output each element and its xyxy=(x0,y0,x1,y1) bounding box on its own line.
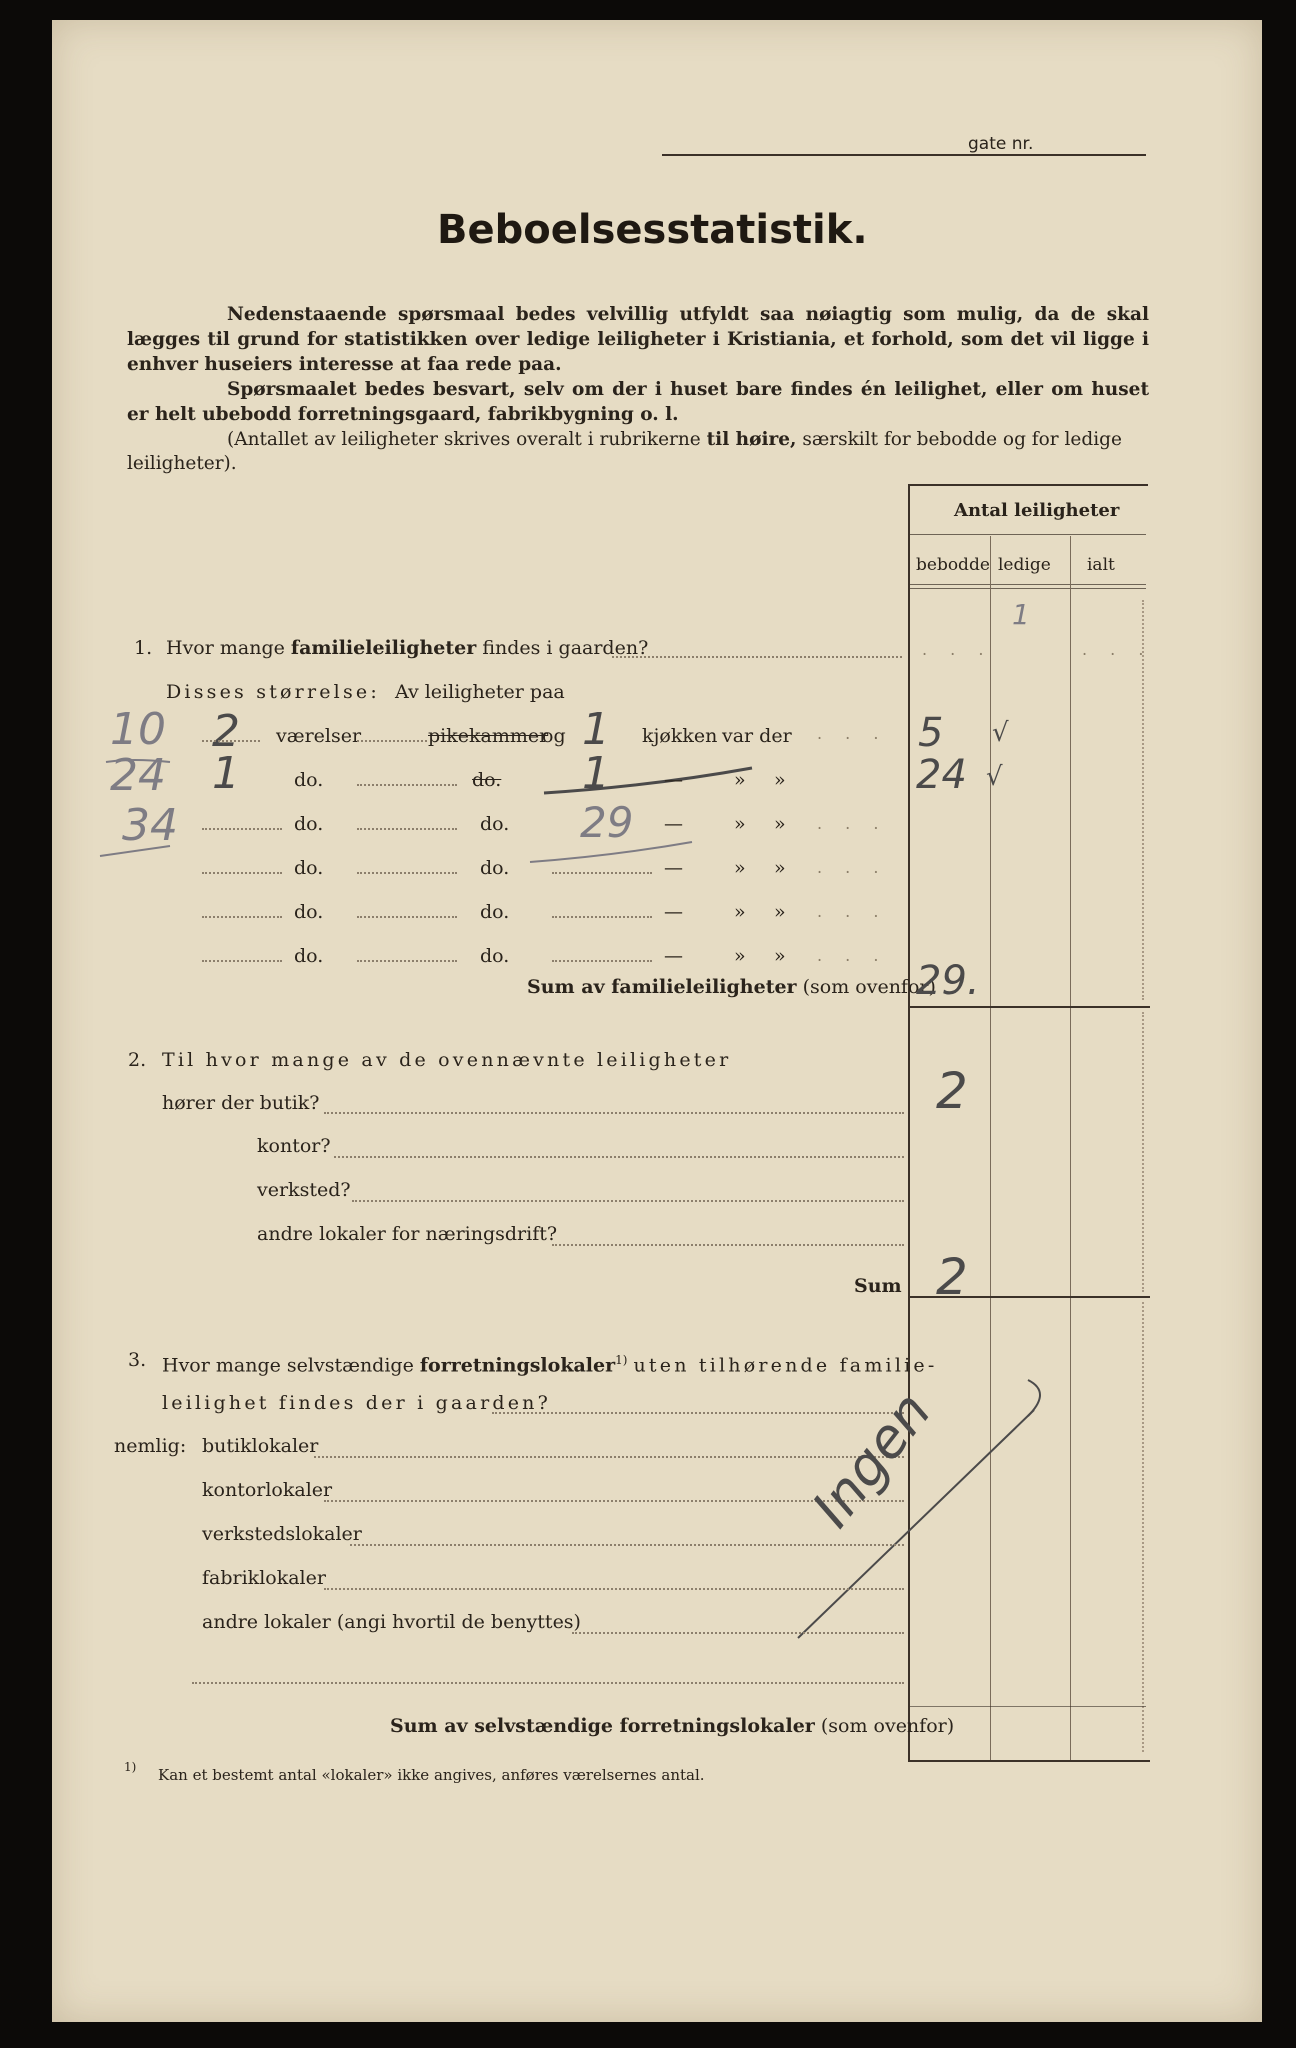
q3-item-3-leader xyxy=(350,1544,904,1546)
q1-row1-rooms: 2 xyxy=(212,706,240,757)
q3-item-4-leader xyxy=(324,1588,904,1590)
q1-row5-quote2: » xyxy=(774,901,786,923)
q2-number: 2. xyxy=(128,1049,147,1071)
q1-row2-dots xyxy=(357,784,457,786)
q1-row2-do: do. xyxy=(294,769,324,791)
q1-row2-bebodde: 24 xyxy=(916,752,967,798)
page-title: Beboelsesstatistik. xyxy=(437,207,868,253)
q1-row6-dash: — xyxy=(664,945,683,967)
q1-row4-do: do. xyxy=(294,857,324,879)
q2-sum-label: Sum xyxy=(854,1275,902,1297)
q1-row5-dash: — xyxy=(664,901,683,923)
q1-row6-do: do. xyxy=(294,945,324,967)
q1-text-a: Hvor mange xyxy=(166,637,285,659)
q3-item-verkstedslokaler: verkstedslokaler xyxy=(202,1523,362,1545)
q1-row5-quote1: » xyxy=(734,901,746,923)
q1-row5-dots xyxy=(357,916,457,918)
q1-row6-quote2: » xyxy=(774,945,786,967)
table-title: Antal leiligheter xyxy=(954,500,1120,521)
q1-sum-label-a: Sum av familieleiligheter xyxy=(527,976,797,998)
q1-row1-bebodde: 5 xyxy=(918,710,944,756)
q1-row2-quote1: » xyxy=(734,769,746,791)
q1-sizes-label: Disses størrelse: xyxy=(166,681,380,703)
q3-item-andre: andre lokaler (angi hvortil de benyttes) xyxy=(202,1611,581,1633)
intro-paragraph-1: Nedenstaaende spørsmaal bedes velvillig utfyldt saa nøiagtig som mulig, da de skal lægges til grund for statistikken over ledige leiligheter i Kristiania, et forhold, som det vil ligge i enhver huseiers interesse at faa rede paa. xyxy=(127,304,1149,375)
q2-question: Til hvor mange av de ovennævnte leiligheter xyxy=(162,1049,732,1071)
q2-verksted-leader xyxy=(352,1200,904,1202)
form-sheet xyxy=(52,20,1262,2022)
q3-item-1-leader xyxy=(314,1456,904,1458)
q1-row5-leader: . . . xyxy=(817,902,888,921)
q1-row1-kjokken: kjøkken xyxy=(642,725,718,747)
col-ledige: ledige xyxy=(998,555,1051,575)
q3-item-kontorlokaler: kontorlokaler xyxy=(202,1479,333,1501)
q1-row2-tick: √ xyxy=(986,762,1003,792)
q3-text-c: uten tilhørende familie- xyxy=(633,1354,938,1377)
q1-row2-kitchens: 1 xyxy=(582,748,610,799)
q1-row1-vaerelser: værelser xyxy=(276,725,362,747)
q1-row4-quote2: » xyxy=(774,857,786,879)
table-right-dotted xyxy=(1142,600,1144,1000)
q1-row2-do2: do. xyxy=(472,769,502,791)
col-bebodde: bebodde xyxy=(916,555,990,575)
q1-row6-dots xyxy=(357,960,457,962)
q3-question-leader xyxy=(492,1412,904,1414)
q2-butik: hører der butik? xyxy=(162,1092,320,1114)
q1-row2-rooms: 1 xyxy=(212,748,240,799)
q1-row6-do2: do. xyxy=(480,945,510,967)
q2-andre: andre lokaler for næringsdrift? xyxy=(257,1223,558,1245)
q2-verksted: verksted? xyxy=(257,1179,351,1201)
intro-paragraph-3-end: leiligheter). xyxy=(127,453,237,474)
q1-row4-do2: do. xyxy=(480,857,510,879)
q1-row6-kitchen-line xyxy=(552,960,652,962)
q3-text-b: forretningslokaler xyxy=(419,1354,616,1377)
q3-nemlig: nemlig: xyxy=(114,1435,187,1457)
q1-row3-leader: . . . xyxy=(817,814,888,833)
table-dots-row-q1: . . . xyxy=(922,640,993,659)
q1-row2-quote2: » xyxy=(774,769,786,791)
q1-row1-pikekammer: pikekammer xyxy=(428,725,549,747)
q1-row1-og: og xyxy=(542,725,566,747)
q2-kontor: kontor? xyxy=(257,1135,331,1157)
q3-text-d: leilighet findes der i gaarden? xyxy=(162,1392,551,1414)
q1-row3-do: do. xyxy=(294,813,324,835)
q2-kontor-leader xyxy=(334,1156,904,1158)
q1-row6-leader: . . . xyxy=(817,946,888,965)
q1-sizes-label2: Av leiligheter paa xyxy=(395,681,565,703)
margin-note-2: 24 xyxy=(110,750,166,801)
q1-sum-label xyxy=(527,975,936,999)
q3-item-fabriklokaler: fabriklokaler xyxy=(202,1567,326,1589)
q1-row3-do2: do. xyxy=(480,813,510,835)
q2-sum-value: 2 xyxy=(936,1248,968,1306)
margin-note-1: 10 xyxy=(110,704,166,755)
q1-row3-dash: — xyxy=(664,813,683,835)
q1-row5-rooms-line xyxy=(202,916,282,918)
q3-sum-label-b: (som ovenfor) xyxy=(820,1715,955,1737)
table-dots-row-q1-ialt: . . . xyxy=(1082,640,1153,659)
q3-sum-label-a: Sum av selvstændige forretningslokaler xyxy=(390,1715,815,1737)
q1-row6-quote1: » xyxy=(734,945,746,967)
q1-row3-kitchens: 29 xyxy=(580,798,634,847)
q1-row4-leader: . . . xyxy=(817,858,888,877)
q3-blank-line xyxy=(192,1682,904,1684)
q1-row5-kitchen-line xyxy=(552,916,652,918)
q1-row1-tick: √ xyxy=(992,718,1009,748)
q3-text-a: Hvor mange selvstændige xyxy=(162,1354,414,1377)
q2-butik-value: 2 xyxy=(936,1062,968,1120)
q3-handwritten-ingen: Ingen xyxy=(800,1380,944,1539)
q3-number: 3. xyxy=(128,1349,147,1371)
intro-p3-part-b: til høire, xyxy=(706,429,797,450)
q1-row1-var-der: var der xyxy=(722,725,792,747)
intro-paragraph-2: Spørsmaalet bedes besvart, selv om der i huset bare findes én leilighet, eller om huset er helt ubebodd forretningsgaard, fabrikbygning o. l. xyxy=(127,379,1149,425)
q1-row4-dots xyxy=(357,872,457,874)
footnote-text: Kan et bestemt antal «lokaler» ikke angives, anføres værelsernes antal. xyxy=(158,1766,705,1784)
q1-row4-kitchen-line xyxy=(552,872,652,874)
q1-sum-value: 29. xyxy=(916,958,980,1004)
q1-text-c: findes i gaarden? xyxy=(482,637,649,659)
margin-note-3: 34 xyxy=(122,800,178,851)
q1-row1-leader: . . . xyxy=(817,724,888,743)
q1-row1-kitchens: 1 xyxy=(582,704,610,755)
footnote-mark: 1) xyxy=(124,1760,137,1774)
q3-question: Hvor mange selvstændige forretningslokaler$^{1)}$ uten tilhørende familie- xyxy=(162,1353,938,1377)
table-right-dotted-q2 xyxy=(1142,1012,1144,1292)
q1-text-b: familieleiligheter xyxy=(290,637,477,659)
q1-row5-do: do. xyxy=(294,901,324,923)
q1-number: 1. xyxy=(134,637,153,659)
table-right-dotted-q3 xyxy=(1142,1302,1144,1752)
intro-p3-part-a: (Antallet av leiligheter skrives overalt i rubrikerne xyxy=(227,429,701,450)
q1-row4-rooms-line xyxy=(202,872,282,874)
q2-butik-leader xyxy=(324,1112,904,1114)
q3-item-butiklokaler: butiklokaler xyxy=(202,1435,319,1457)
q1-row3-quote1: » xyxy=(734,813,746,835)
q1-row5-do2: do. xyxy=(480,901,510,923)
q1-row4-dash: — xyxy=(664,857,683,879)
q1-row3-rooms-line xyxy=(202,828,282,830)
q1-row2-dash: — xyxy=(664,769,683,791)
col-ialt: ialt xyxy=(1087,555,1115,575)
q2-andre-leader xyxy=(552,1244,904,1246)
intro-p3-part-c: særskilt for bebodde og for ledige xyxy=(802,429,1122,450)
q3-item-5-leader xyxy=(572,1632,904,1634)
q3-sum-label xyxy=(390,1714,954,1738)
q1-row6-rooms-line xyxy=(202,960,282,962)
q1-row3-dots xyxy=(357,828,457,830)
q1-row3-quote2: » xyxy=(774,813,786,835)
q1-ledige-value: 1 xyxy=(1012,598,1030,631)
gate-label: gate nr. xyxy=(968,134,1034,154)
q1-sum-label-b: (som ovenfor) xyxy=(802,976,936,998)
q1-row1-rooms-line xyxy=(202,740,260,742)
q1-row1-dots xyxy=(357,740,427,742)
table-rule-q3-sum xyxy=(908,1706,1146,1707)
q1-row4-quote1: » xyxy=(734,857,746,879)
